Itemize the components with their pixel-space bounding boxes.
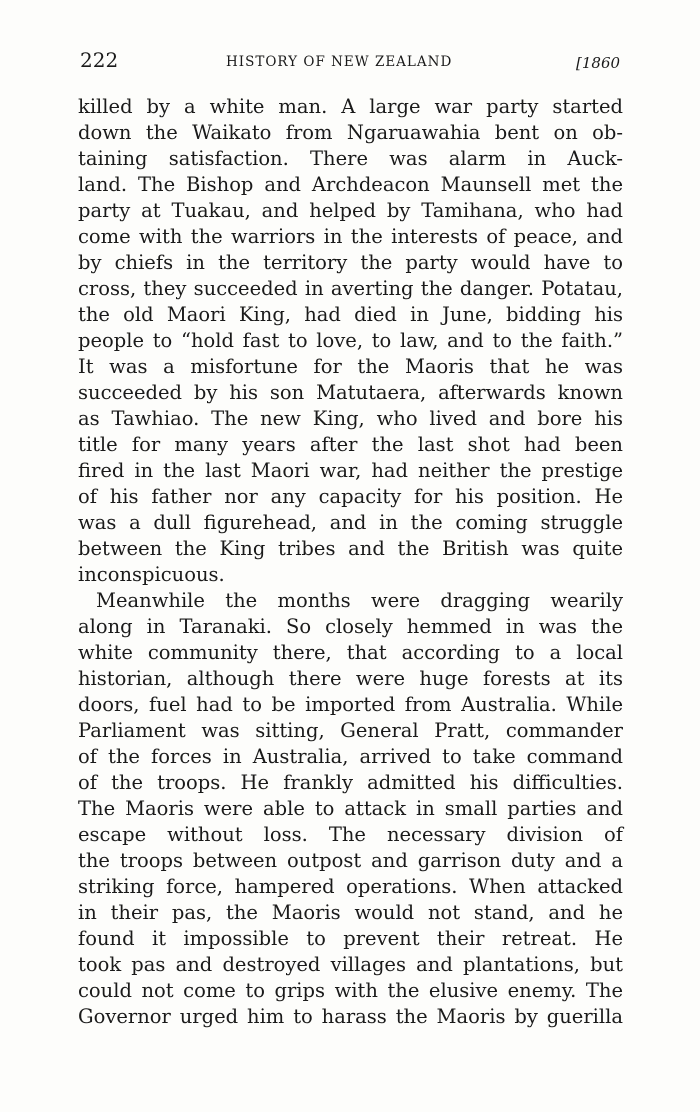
text-line: took pas and destroyed villages and plantations, but (78, 953, 623, 976)
text-line: historian, although there were huge forests at its (78, 667, 623, 690)
running-head (78, 44, 628, 74)
page-number: 222 (80, 48, 119, 72)
text-line: of the troops. He frankly admitted his difficulties. (78, 771, 623, 794)
text-line: killed by a white man. A large war party started (78, 95, 623, 118)
text-line: succeeded by his son Matutaera, afterwards known (78, 381, 623, 404)
text-line: found it impossible to prevent their retreat. He (78, 927, 623, 950)
text-line: people to “hold fast to love, to law, and to the faith.” (78, 329, 623, 352)
text-line: title for many years after the last shot had been (78, 433, 623, 456)
text-line: It was a misfortune for the Maoris that he was (78, 355, 623, 378)
text-line: white community there, that according to a local (78, 641, 623, 664)
text-line: along in Taranaki. So closely hemmed in was the (78, 615, 623, 638)
text-line: come with the warriors in the interests of peace, and (78, 225, 623, 248)
text-line: down the Waikato from Ngaruawahia bent on ob- (78, 121, 623, 144)
running-year: [1860 (576, 54, 621, 72)
text-line: in their pas, the Maoris would not stand, and he (78, 901, 623, 924)
text-line: Governor urged him to harass the Maoris by guerilla (78, 1005, 623, 1028)
text-line: fired in the last Maori war, had neither the prestige (78, 459, 623, 482)
text-line: was a dull figurehead, and in the coming struggle (78, 511, 623, 534)
text-line: could not come to grips with the elusive enemy. The (78, 979, 623, 1002)
text-line: Meanwhile the months were dragging wearily (96, 589, 623, 612)
body-text (78, 94, 623, 1030)
text-line: as Tawhiao. The new King, who lived and bore his (78, 407, 623, 430)
text-line: escape without loss. The necessary division of (78, 823, 623, 846)
text-line: Parliament was sitting, General Pratt, commander (78, 719, 623, 742)
running-title: HISTORY OF NEW ZEALAND (226, 54, 453, 70)
text-line: striking force, hampered operations. When attacked (78, 875, 623, 898)
text-line: of the forces in Australia, arrived to take command (78, 745, 623, 768)
text-line: the old Maori King, had died in June, bidding his (78, 303, 623, 326)
text-line: by chiefs in the territory the party would have to (78, 251, 623, 274)
text-line: taining satisfaction. There was alarm in Auck- (78, 147, 623, 170)
text-line: of his father nor any capacity for his position. He (78, 485, 623, 508)
text-line: inconspicuous. (78, 563, 225, 586)
text-line: land. The Bishop and Archdeacon Maunsell met the (78, 173, 623, 196)
text-line: doors, fuel had to be imported from Australia. While (78, 693, 623, 716)
text-line: between the King tribes and the British was quite (78, 537, 623, 560)
text-line: The Maoris were able to attack in small parties and (78, 797, 623, 820)
text-line: the troops between outpost and garrison duty and a (78, 849, 623, 872)
text-line: cross, they succeeded in averting the danger. Potatau, (78, 277, 623, 300)
text-line: party at Tuakau, and helped by Tamihana, who had (78, 199, 623, 222)
